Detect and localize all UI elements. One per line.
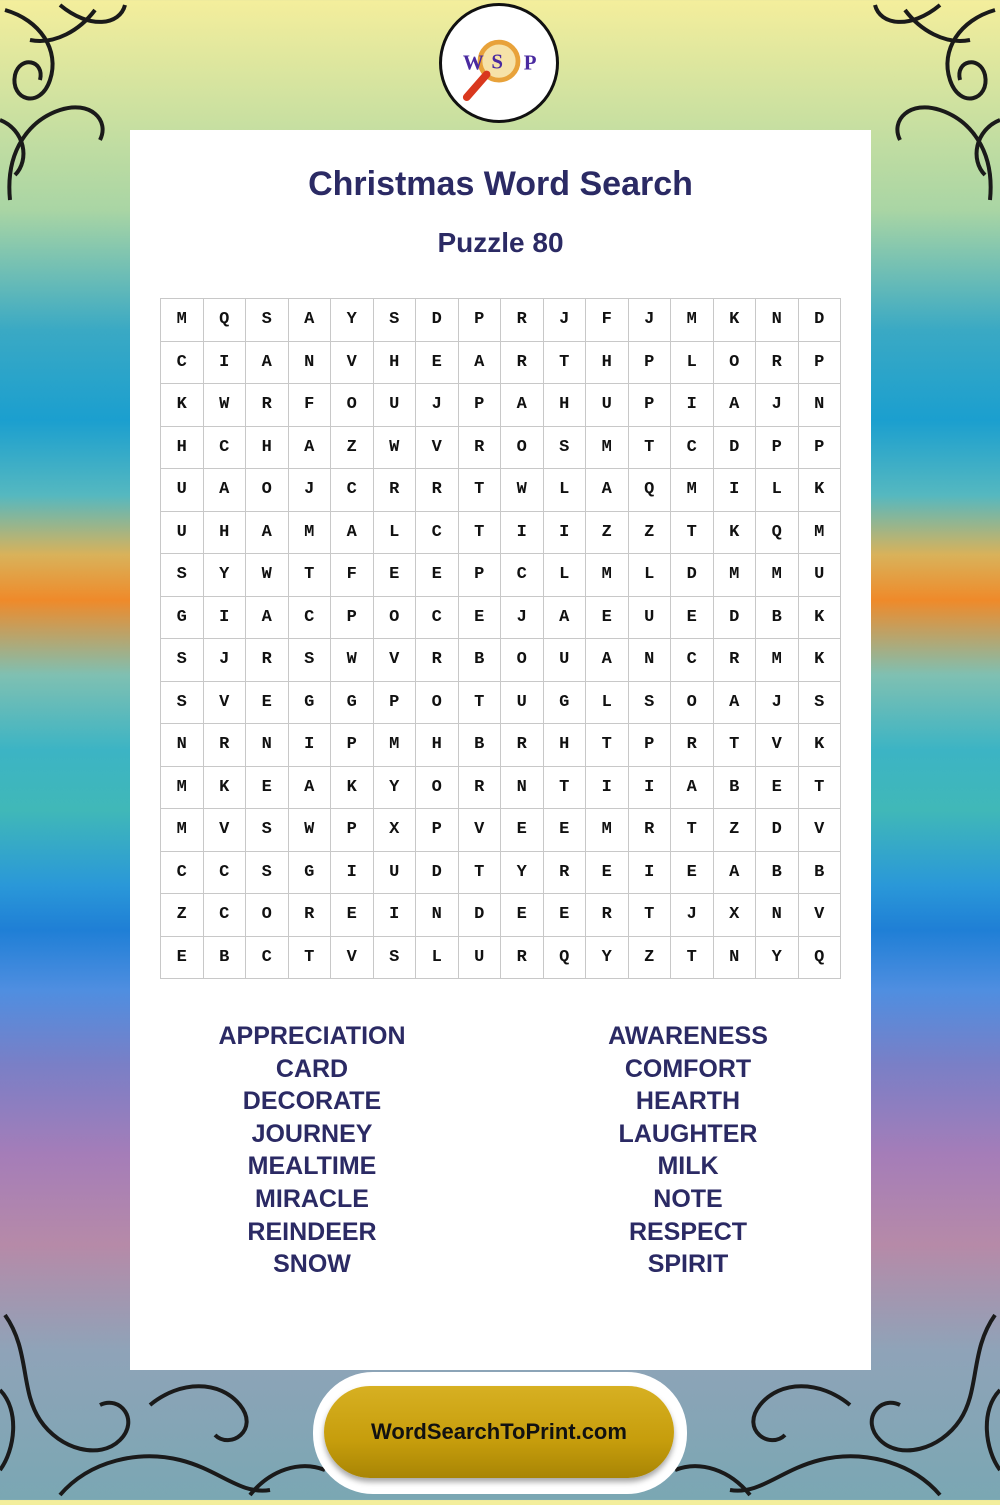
grid-cell[interactable]: U — [629, 597, 672, 640]
grid-cell[interactable]: N — [501, 767, 544, 810]
grid-cell[interactable]: A — [714, 682, 757, 725]
grid-cell[interactable]: G — [544, 682, 587, 725]
grid-cell[interactable]: K — [799, 597, 842, 640]
grid-cell[interactable]: E — [246, 767, 289, 810]
grid-cell[interactable]: E — [246, 682, 289, 725]
word-item: HEARTH — [635, 1087, 741, 1116]
grid-cell[interactable]: I — [629, 767, 672, 810]
grid-cell[interactable]: P — [459, 299, 502, 342]
grid-cell[interactable]: N — [289, 342, 332, 385]
grid-cell[interactable]: P — [756, 427, 799, 470]
grid-cell[interactable]: A — [246, 342, 289, 385]
grid-cell[interactable]: V — [331, 342, 374, 385]
grid-cell[interactable]: A — [289, 299, 332, 342]
grid-cell[interactable]: P — [459, 554, 502, 597]
grid-cell[interactable]: U — [459, 937, 502, 980]
grid-cell[interactable]: T — [289, 554, 332, 597]
grid-cell[interactable]: S — [246, 809, 289, 852]
word-list-right — [548, 1020, 828, 1281]
grid-cell[interactable]: P — [629, 384, 672, 427]
grid-cell[interactable]: O — [246, 469, 289, 512]
grid-cell[interactable]: Y — [331, 299, 374, 342]
grid-cell[interactable]: K — [204, 767, 247, 810]
grid-cell[interactable]: M — [671, 469, 714, 512]
grid-cell[interactable]: R — [756, 342, 799, 385]
grid-cell[interactable]: V — [204, 682, 247, 725]
grid-cell[interactable]: C — [204, 852, 247, 895]
grid-cell[interactable]: N — [714, 937, 757, 980]
grid-cell[interactable]: P — [629, 724, 672, 767]
grid-cell[interactable]: R — [586, 894, 629, 937]
grid-cell[interactable]: L — [756, 469, 799, 512]
grid-cell[interactable]: F — [289, 384, 332, 427]
grid-cell[interactable]: C — [331, 469, 374, 512]
grid-cell[interactable]: Y — [501, 852, 544, 895]
grid-cell[interactable]: B — [459, 724, 502, 767]
grid-cell[interactable]: M — [161, 809, 204, 852]
grid-cell[interactable]: D — [416, 852, 459, 895]
grid-cell[interactable]: G — [289, 682, 332, 725]
grid-cell[interactable]: H — [544, 724, 587, 767]
grid-cell[interactable]: V — [459, 809, 502, 852]
grid-cell[interactable]: R — [501, 937, 544, 980]
grid-cell[interactable]: R — [289, 894, 332, 937]
grid-cell[interactable]: T — [671, 937, 714, 980]
grid-cell[interactable]: E — [671, 597, 714, 640]
grid-cell[interactable]: K — [799, 639, 842, 682]
puzzle-number: Puzzle 80 — [437, 227, 564, 258]
word-item: DECORATE — [242, 1087, 382, 1116]
grid-cell[interactable]: Y — [756, 937, 799, 980]
grid-cell[interactable]: R — [459, 427, 502, 470]
grid-cell[interactable]: A — [204, 469, 247, 512]
grid-cell[interactable]: Q — [799, 937, 842, 980]
grid-cell[interactable]: J — [629, 299, 672, 342]
grid-cell[interactable]: E — [501, 809, 544, 852]
grid-cell[interactable]: O — [501, 427, 544, 470]
grid-cell[interactable]: E — [586, 597, 629, 640]
grid-cell[interactable]: I — [501, 512, 544, 555]
grid-cell[interactable]: A — [671, 767, 714, 810]
logo-letter-s: S — [491, 49, 504, 74]
grid-cell[interactable]: P — [799, 342, 842, 385]
grid-cell[interactable]: E — [586, 852, 629, 895]
grid-cell[interactable]: A — [246, 597, 289, 640]
grid-cell[interactable]: E — [161, 937, 204, 980]
grid-cell[interactable]: R — [374, 469, 417, 512]
grid-cell[interactable]: N — [246, 724, 289, 767]
ornament-top-left — [0, 0, 130, 210]
grid-cell[interactable]: T — [544, 342, 587, 385]
grid-cell[interactable]: A — [501, 384, 544, 427]
grid-cell[interactable]: S — [289, 639, 332, 682]
grid-cell[interactable]: M — [161, 299, 204, 342]
grid-cell[interactable]: A — [586, 469, 629, 512]
grid-cell[interactable]: U — [544, 639, 587, 682]
grid-cell[interactable]: M — [586, 809, 629, 852]
grid-cell[interactable]: R — [416, 639, 459, 682]
grid-cell[interactable]: W — [331, 639, 374, 682]
grid-cell[interactable]: V — [331, 937, 374, 980]
grid-cell[interactable]: O — [374, 597, 417, 640]
grid-cell[interactable]: T — [799, 767, 842, 810]
word-item: AWARENESS — [608, 1022, 768, 1050]
grid-cell[interactable]: Q — [756, 512, 799, 555]
grid-cell[interactable]: D — [671, 554, 714, 597]
grid-cell[interactable]: Q — [204, 299, 247, 342]
word-item: RESPECT — [628, 1217, 748, 1246]
grid-cell[interactable]: S — [374, 937, 417, 980]
grid-cell[interactable]: Q — [629, 469, 672, 512]
grid-cell[interactable]: C — [671, 639, 714, 682]
grid-cell[interactable]: T — [544, 767, 587, 810]
word-item: LAUGHTER — [618, 1119, 758, 1148]
grid-cell[interactable]: L — [544, 554, 587, 597]
grid-cell[interactable]: P — [799, 427, 842, 470]
grid-cell[interactable]: C — [161, 342, 204, 385]
grid-cell[interactable]: K — [799, 469, 842, 512]
grid-cell[interactable]: O — [671, 682, 714, 725]
grid-cell[interactable]: N — [756, 894, 799, 937]
grid-cell[interactable]: D — [799, 299, 842, 342]
grid-cell[interactable]: I — [374, 894, 417, 937]
grid-cell[interactable]: R — [416, 469, 459, 512]
grid-cell[interactable]: D — [459, 894, 502, 937]
word-item: APPRECIATION — [218, 1022, 406, 1050]
grid-cell[interactable]: Z — [161, 894, 204, 937]
grid-cell[interactable]: P — [416, 809, 459, 852]
grid-cell[interactable]: I — [544, 512, 587, 555]
grid-cell[interactable]: V — [204, 809, 247, 852]
word-item: SNOW — [273, 1250, 351, 1279]
grid-cell[interactable]: G — [289, 852, 332, 895]
grid-cell[interactable]: R — [246, 639, 289, 682]
grid-cell[interactable]: S — [544, 427, 587, 470]
grid-cell[interactable]: L — [374, 512, 417, 555]
grid-cell[interactable]: R — [204, 724, 247, 767]
grid-cell[interactable]: H — [161, 427, 204, 470]
grid-cell[interactable]: S — [246, 852, 289, 895]
grid-cell[interactable]: M — [161, 767, 204, 810]
grid-cell[interactable]: E — [756, 767, 799, 810]
grid-cell[interactable]: R — [246, 384, 289, 427]
grid-cell[interactable]: Z — [714, 809, 757, 852]
grid-cell[interactable]: J — [756, 384, 799, 427]
grid-cell[interactable]: D — [714, 427, 757, 470]
grid-cell[interactable]: E — [544, 894, 587, 937]
word-item: CARD — [275, 1054, 349, 1083]
grid-cell[interactable]: N — [756, 299, 799, 342]
grid-cell[interactable]: J — [501, 597, 544, 640]
grid-cell[interactable]: P — [629, 342, 672, 385]
grid-cell[interactable]: H — [204, 512, 247, 555]
grid-cell[interactable]: S — [161, 682, 204, 725]
grid-cell[interactable]: C — [246, 937, 289, 980]
grid-cell[interactable]: V — [799, 894, 842, 937]
grid-cell[interactable]: W — [501, 469, 544, 512]
website-link-button[interactable]: WordSearchToPrint.com — [324, 1386, 674, 1478]
grid-cell[interactable]: X — [714, 894, 757, 937]
grid-cell[interactable]: C — [289, 597, 332, 640]
grid-cell[interactable]: Z — [331, 427, 374, 470]
grid-cell[interactable]: W — [289, 809, 332, 852]
grid-cell[interactable]: P — [331, 597, 374, 640]
grid-cell[interactable]: T — [459, 469, 502, 512]
page-title: Christmas Word Search — [308, 165, 693, 203]
grid-cell[interactable]: D — [416, 299, 459, 342]
grid-cell[interactable]: Q — [544, 937, 587, 980]
grid-cell[interactable]: P — [374, 682, 417, 725]
grid-cell[interactable]: Y — [204, 554, 247, 597]
word-item: COMFORT — [624, 1054, 752, 1083]
logo-letter-p: P — [523, 50, 537, 75]
grid-cell[interactable]: T — [714, 724, 757, 767]
wsp-logo[interactable] — [439, 3, 559, 123]
grid-cell[interactable]: E — [459, 597, 502, 640]
grid-cell[interactable]: J — [289, 469, 332, 512]
grid-cell[interactable]: S — [799, 682, 842, 725]
word-item: SPIRIT — [647, 1250, 729, 1279]
grid-cell[interactable]: M — [756, 639, 799, 682]
grid-cell[interactable]: Z — [629, 512, 672, 555]
grid-cell[interactable]: C — [204, 427, 247, 470]
grid-cell[interactable]: R — [671, 724, 714, 767]
grid-cell[interactable]: R — [459, 767, 502, 810]
puzzle-card — [130, 130, 871, 1370]
grid-cell[interactable]: O — [416, 767, 459, 810]
grid-cell[interactable]: K — [714, 299, 757, 342]
word-item: MEALTIME — [247, 1152, 377, 1181]
grid-cell[interactable]: A — [714, 852, 757, 895]
grid-cell[interactable]: C — [416, 512, 459, 555]
grid-cell[interactable]: K — [331, 767, 374, 810]
grid-cell[interactable]: U — [374, 384, 417, 427]
grid-cell[interactable]: I — [586, 767, 629, 810]
grid-cell[interactable]: A — [246, 512, 289, 555]
grid-cell[interactable]: T — [629, 427, 672, 470]
grid-cell[interactable]: R — [501, 724, 544, 767]
grid-cell[interactable]: O — [331, 384, 374, 427]
grid-cell[interactable]: T — [459, 682, 502, 725]
grid-cell[interactable]: M — [586, 427, 629, 470]
grid-cell[interactable]: C — [161, 852, 204, 895]
grid-cell[interactable]: H — [416, 724, 459, 767]
grid-cell[interactable]: T — [586, 724, 629, 767]
grid-cell[interactable]: B — [799, 852, 842, 895]
grid-cell[interactable]: V — [799, 809, 842, 852]
grid-cell[interactable]: I — [204, 597, 247, 640]
grid-cell[interactable]: J — [544, 299, 587, 342]
grid-cell[interactable]: N — [416, 894, 459, 937]
grid-cell[interactable]: H — [544, 384, 587, 427]
grid-cell[interactable]: S — [161, 554, 204, 597]
ornament-top-right — [870, 0, 1000, 210]
grid-cell[interactable]: I — [204, 342, 247, 385]
grid-cell[interactable]: U — [501, 682, 544, 725]
letter-grid — [160, 298, 841, 979]
grid-cell[interactable]: D — [714, 597, 757, 640]
grid-cell[interactable]: A — [331, 512, 374, 555]
grid-cell[interactable]: I — [629, 852, 672, 895]
grid-cell[interactable]: X — [374, 809, 417, 852]
grid-cell[interactable]: C — [204, 894, 247, 937]
grid-cell[interactable]: Z — [586, 512, 629, 555]
grid-cell[interactable]: T — [459, 852, 502, 895]
grid-cell[interactable]: K — [714, 512, 757, 555]
grid-cell[interactable]: B — [756, 852, 799, 895]
word-list-left — [172, 1020, 452, 1281]
grid-cell[interactable]: J — [204, 639, 247, 682]
grid-cell[interactable]: V — [374, 639, 417, 682]
grid-cell[interactable]: S — [246, 299, 289, 342]
grid-cell[interactable]: R — [501, 342, 544, 385]
grid-cell[interactable]: S — [161, 639, 204, 682]
grid-cell[interactable]: L — [586, 682, 629, 725]
grid-cell[interactable]: P — [331, 809, 374, 852]
grid-cell[interactable]: E — [374, 554, 417, 597]
grid-cell[interactable]: C — [416, 597, 459, 640]
grid-cell[interactable]: M — [714, 554, 757, 597]
grid-cell[interactable]: P — [331, 724, 374, 767]
grid-cell[interactable]: V — [416, 427, 459, 470]
grid-cell[interactable]: T — [629, 894, 672, 937]
grid-cell[interactable]: B — [204, 937, 247, 980]
grid-cell[interactable]: E — [416, 554, 459, 597]
word-item: JOURNEY — [251, 1119, 373, 1148]
grid-cell[interactable]: A — [586, 639, 629, 682]
grid-cell[interactable]: P — [459, 384, 502, 427]
grid-cell[interactable]: G — [331, 682, 374, 725]
grid-cell[interactable]: T — [671, 512, 714, 555]
word-item: REINDEER — [247, 1217, 377, 1246]
grid-cell[interactable]: D — [756, 809, 799, 852]
grid-cell[interactable]: O — [416, 682, 459, 725]
grid-cell[interactable]: E — [331, 894, 374, 937]
grid-cell[interactable]: H — [374, 342, 417, 385]
grid-cell[interactable]: N — [161, 724, 204, 767]
grid-cell[interactable]: J — [416, 384, 459, 427]
grid-cell[interactable]: O — [246, 894, 289, 937]
grid-cell[interactable]: L — [671, 342, 714, 385]
grid-cell[interactable]: V — [756, 724, 799, 767]
footer — [313, 1372, 687, 1494]
grid-cell[interactable]: E — [671, 852, 714, 895]
grid-cell[interactable]: A — [714, 384, 757, 427]
grid-cell[interactable]: M — [586, 554, 629, 597]
grid-cell[interactable]: J — [756, 682, 799, 725]
grid-cell[interactable]: M — [671, 299, 714, 342]
grid-cell[interactable]: R — [629, 809, 672, 852]
grid-cell[interactable]: T — [671, 809, 714, 852]
grid-cell[interactable]: U — [586, 384, 629, 427]
grid-cell[interactable]: Z — [629, 937, 672, 980]
grid-cell[interactable]: I — [331, 852, 374, 895]
grid-cell[interactable]: C — [671, 427, 714, 470]
grid-cell[interactable]: F — [331, 554, 374, 597]
word-item: MIRACLE — [255, 1184, 369, 1213]
grid-cell[interactable]: H — [246, 427, 289, 470]
grid-cell[interactable]: H — [586, 342, 629, 385]
grid-cell[interactable]: B — [714, 767, 757, 810]
grid-cell[interactable]: N — [799, 384, 842, 427]
grid-cell[interactable]: M — [756, 554, 799, 597]
grid-cell[interactable]: U — [161, 512, 204, 555]
grid-cell[interactable]: G — [161, 597, 204, 640]
grid-cell[interactable]: U — [799, 554, 842, 597]
grid-cell[interactable]: L — [416, 937, 459, 980]
grid-cell[interactable]: I — [714, 469, 757, 512]
grid-cell[interactable]: E — [544, 809, 587, 852]
grid-cell[interactable]: A — [289, 427, 332, 470]
word-item: MILK — [657, 1152, 719, 1181]
grid-cell[interactable]: M — [289, 512, 332, 555]
grid-cell[interactable]: L — [629, 554, 672, 597]
grid-cell[interactable]: W — [204, 384, 247, 427]
grid-cell[interactable]: Y — [586, 937, 629, 980]
grid-cell[interactable]: I — [671, 384, 714, 427]
grid-cell[interactable]: I — [289, 724, 332, 767]
grid-cell[interactable]: F — [586, 299, 629, 342]
grid-cell[interactable]: K — [161, 384, 204, 427]
grid-cell[interactable]: S — [629, 682, 672, 725]
grid-cell[interactable]: U — [374, 852, 417, 895]
grid-cell[interactable]: Y — [374, 767, 417, 810]
grid-cell[interactable]: K — [799, 724, 842, 767]
grid-cell[interactable]: J — [671, 894, 714, 937]
grid-cell[interactable]: W — [374, 427, 417, 470]
grid-cell[interactable]: R — [544, 852, 587, 895]
grid-cell[interactable]: O — [501, 639, 544, 682]
grid-cell[interactable]: R — [714, 639, 757, 682]
grid-cell[interactable]: O — [714, 342, 757, 385]
grid-cell[interactable]: U — [161, 469, 204, 512]
grid-cell[interactable]: L — [544, 469, 587, 512]
word-item: NOTE — [653, 1184, 723, 1213]
grid-cell[interactable]: E — [501, 894, 544, 937]
grid-cell[interactable]: N — [629, 639, 672, 682]
grid-cell[interactable]: R — [501, 299, 544, 342]
grid-cell[interactable]: A — [544, 597, 587, 640]
grid-cell[interactable]: A — [289, 767, 332, 810]
grid-cell[interactable]: B — [459, 639, 502, 682]
grid-cell[interactable]: M — [799, 512, 842, 555]
grid-cell[interactable]: A — [459, 342, 502, 385]
grid-cell[interactable]: E — [416, 342, 459, 385]
grid-cell[interactable]: M — [374, 724, 417, 767]
grid-cell[interactable]: T — [289, 937, 332, 980]
grid-cell[interactable]: B — [756, 597, 799, 640]
logo-letter-w: W — [462, 50, 484, 75]
grid-cell[interactable]: W — [246, 554, 289, 597]
grid-cell[interactable]: T — [459, 512, 502, 555]
grid-cell[interactable]: S — [374, 299, 417, 342]
grid-cell[interactable]: C — [501, 554, 544, 597]
